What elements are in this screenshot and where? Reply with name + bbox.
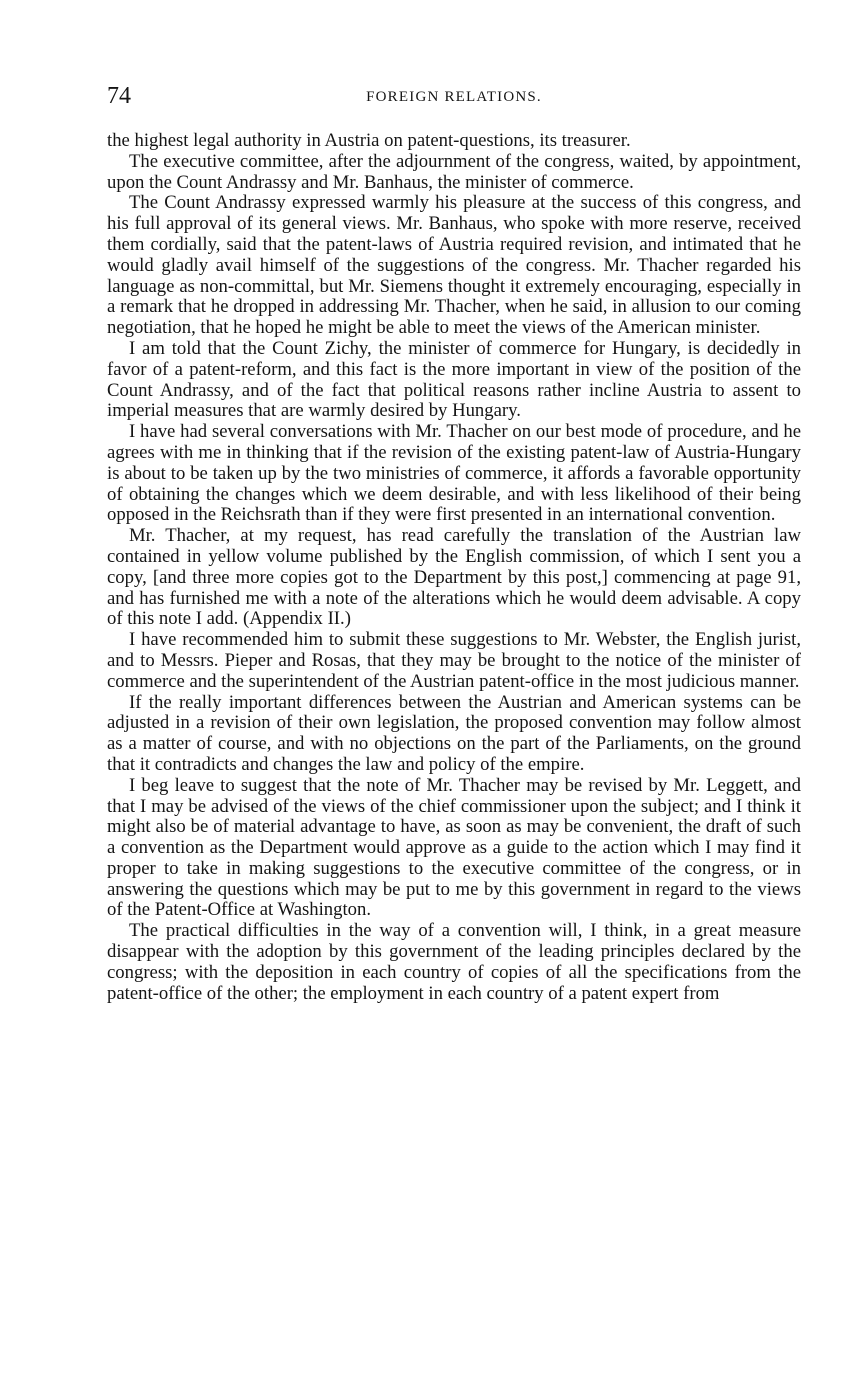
paragraph-2: The executive committee, after the adjournment of the congress, waited, by appointment, upon the Count Andrassy and Mr. Banhaus, the minister of commerce.	[107, 150, 801, 193]
body-text	[107, 131, 801, 1004]
paragraph-3: The Count Andrassy expressed warmly his pleasure at the success of this congress, and his full approval of its general views. Mr. Banhaus, who spoke with more reserve, received them cordially, said that the patent-laws of Austria required revision, and intimated that he would gladly avail himself of the suggestions of the congress. Mr. Thacher regarded his language as non-committal, but Mr. Siemens thought it extremely encouraging, especially in a remark that he dropped in addressing Mr. Thacher, when he said, in allusion to our coming negotiation, that he hoped he might be able to meet the views of the American minister.	[107, 192, 801, 339]
paragraph-6: Mr. Thacher, at my request, has read carefully the translation of the Austrian law contained in yellow volume published by the English commission, of which I sent you a copy, [and three more copies got to the Department by this post,] commencing at page 91, and has furnished me with a note of the alterations which he would deem advisable. A copy of this note I add. (Appendix II.)	[107, 525, 801, 630]
page-header	[107, 82, 801, 112]
paragraph-7: I have recommended him to submit these suggestions to Mr. Webster, the English jurist, and to Messrs. Pieper and Rosas, that they may be brought to the notice of the minister of commerce and the superintendent of the Austrian patent-office in the most judicious manner.	[107, 629, 801, 692]
paragraph-9: I beg leave to suggest that the note of Mr. Thacher may be revised by Mr. Leggett, and that I may be advised of the views of the chief commissioner upon the subject; and I think it might also be of material advantage to have, as soon as may be convenient, the draft of such a convention as the Department would approve as a guide to the action which I may find it proper to take in making suggestions to the executive committee of the congress, or in answering the questions which may be put to me by this government in regard to the views of the Patent-Office at Washington.	[107, 774, 801, 921]
paragraph-5: I have had several conversations with Mr. Thacher on our best mode of procedure, and he agrees with me in thinking that if the revision of the existing patent-law of Austria-Hungary is about to be taken up by the two ministries of commerce, it affords a favorable opportunity of obtaining the changes which we deem desirable, and with less likelihood of their being opposed in the Reichsrath than if they were first presented in an international convention.	[107, 421, 801, 526]
paragraph-10: The practical difficulties in the way of a convention will, I think, in a great measure disappear with the adoption by this government of the leading principles declared by the congress; with the deposition in each country of copies of all the specifications from the patent-office of the other; the employment in each country of a patent expert from	[107, 920, 801, 1004]
running-head: FOREIGN RELATIONS.	[366, 89, 542, 105]
paragraph-8: If the really important differences between the Austrian and American systems can be adjusted in a revision of their own legislation, the proposed convention may follow almost as a matter of course, and with no objections on the part of the Parliaments, on the ground that it contradicts and changes the law and policy of the empire.	[107, 691, 801, 775]
page-number: 74	[107, 83, 131, 109]
paragraph-1: the highest legal authority in Austria on patent-questions, its treasurer.	[107, 130, 631, 151]
paragraph-4: I am told that the Count Zichy, the minister of commerce for Hungary, is decidedly in favor of a patent-reform, and this fact is the more important in view of the position of the Count Andrassy, and of the fact that political reasons rather incline Austria to assent to imperial measures that are warmly desired by Hungary.	[107, 337, 801, 422]
